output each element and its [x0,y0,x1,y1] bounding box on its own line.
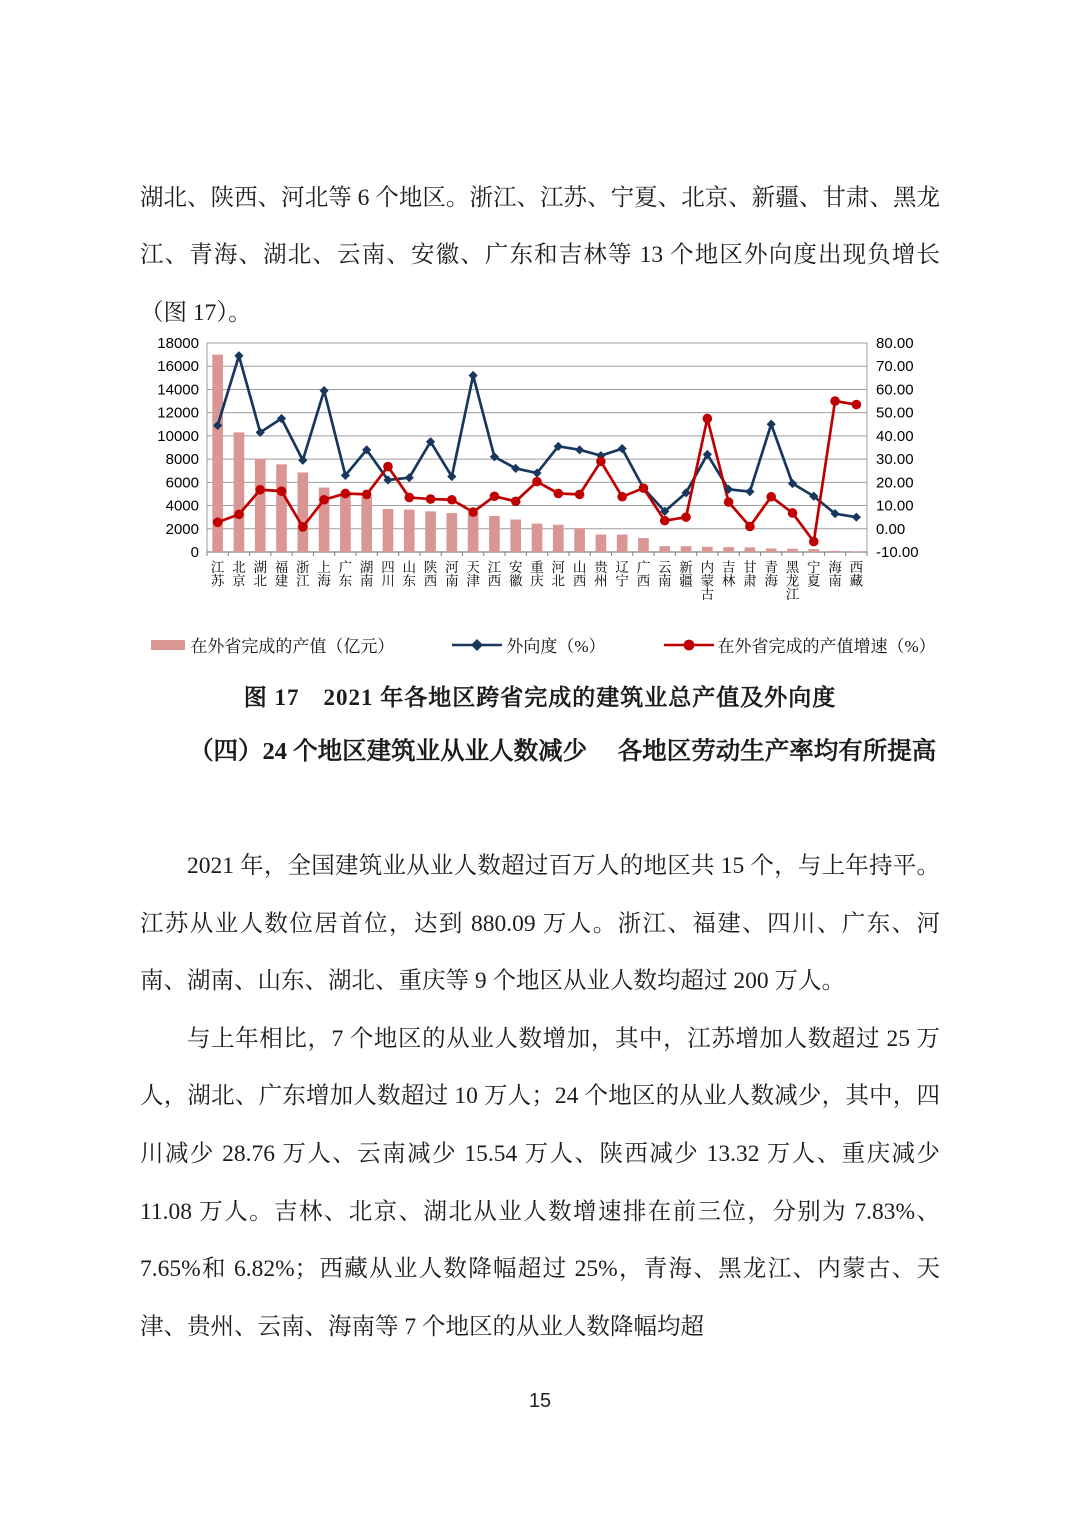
bar-山西 [574,528,585,552]
x-category-label: 黑龙江 [785,560,800,602]
bar-山东 [404,510,415,552]
red-line-swatch-icon [664,638,714,652]
legend-label-blue-line: 外向度（%） [506,637,606,656]
legend-item-bar-series [150,632,394,657]
bar-新疆 [681,546,692,552]
x-category-label: 浙江 [296,560,310,589]
marker-circle-山东 [404,493,414,503]
body-text [140,838,940,1416]
marker-circle-福建 [277,486,287,496]
right-axis-tick-label: -10.00 [876,544,919,561]
x-category-label: 西藏 [849,560,864,589]
left-axis-tick-label: 16000 [157,358,199,376]
marker-circle-山西 [575,490,585,500]
x-category-label: 重庆 [530,560,544,589]
marker-circle-重庆 [532,477,542,487]
right-axis-tick-label: 80.00 [876,335,914,352]
bar-广东 [340,495,351,552]
marker-circle-湖北 [255,485,265,495]
bar-天津 [468,514,479,552]
x-category-label: 吉林 [721,560,736,589]
blue-line-swatch-icon [452,638,502,652]
marker-circle-河北 [553,489,563,499]
bar-河南 [447,513,458,552]
bar-广西 [638,538,649,552]
x-category-label: 北京 [232,560,246,589]
marker-circle-新疆 [681,512,691,522]
x-category-label: 福建 [274,560,289,589]
combo-chart-canvas [140,330,946,626]
left-axis-tick-label: 12000 [157,404,199,422]
bar-湖北 [255,459,266,552]
bar-内蒙古 [702,547,713,552]
x-category-label: 青海 [764,560,778,589]
bar-西藏 [851,551,862,552]
x-category-label: 陕西 [423,560,438,589]
bar-云南 [659,546,670,552]
page-number: 15 [528,1390,552,1412]
right-axis-tick-label: 0.00 [876,520,906,538]
bar-福建 [276,464,287,552]
x-category-label: 山东 [402,560,417,589]
marker-circle-内蒙古 [703,414,713,424]
right-axis-tick-label: 20.00 [876,474,914,492]
x-category-label: 安徽 [508,560,523,589]
x-category-label: 江苏 [210,560,225,589]
left-axis-tick-label: 2000 [165,520,199,538]
right-axis-tick-label: 50.00 [876,404,914,422]
marker-circle-陕西 [426,494,436,504]
bar-浙江 [297,472,308,552]
marker-circle-宁夏 [809,537,819,547]
x-category-label: 广东 [338,560,353,589]
right-axis-tick-label: 30.00 [876,451,914,469]
marker-diamond-山西 [575,445,584,454]
bar-青海 [766,549,777,552]
marker-circle-辽宁 [617,492,627,502]
left-axis-tick-label: 4000 [165,497,199,515]
marker-diamond-青海 [767,420,776,429]
left-axis-tick-label: 18000 [157,335,199,352]
x-category-label: 天津 [466,560,480,589]
x-category-label: 上海 [317,560,331,589]
marker-circle-云南 [660,516,670,526]
marker-circle-黑龙江 [788,508,798,518]
marker-circle-海南 [830,396,840,406]
left-axis-tick-label: 10000 [157,427,199,445]
intro-paragraph: 湖北、陕西、河北等 6 个地区。浙江、江苏、宁夏、北京、新疆、甘肃、黑龙江、青海、湖北、云南、安徽、广东和吉林等 13 个地区外向度出现负增长（图 17）。 [140,184,940,326]
bar-湖南 [361,497,372,552]
bar-安徽 [510,519,521,552]
bar-series-swatch-icon [150,638,186,652]
bar-陕西 [425,511,436,552]
left-axis-tick-label: 14000 [157,381,199,399]
bar-四川 [383,509,394,552]
section-heading: （四）24 个地区建筑业从业人数减少 各地区劳动生产率均有所提高 [189,738,937,765]
marker-circle-上海 [319,495,329,505]
legend-label-red-line: 在外省完成的产值增速（%） [717,637,936,656]
x-category-label: 四川 [381,560,395,589]
line-waixiangdu [218,356,857,517]
bar-黑龙江 [787,549,798,552]
figure-caption: 图 17 2021 年各地区跨省完成的建筑业总产值及外向度 [243,685,837,710]
marker-diamond-北京 [234,351,243,360]
x-category-label: 辽宁 [615,560,629,589]
bar-江西 [489,516,500,552]
bar-海南 [830,551,841,552]
left-axis-tick-label: 0 [190,544,199,561]
x-category-label: 新疆 [679,560,693,589]
bar-河北 [553,525,564,552]
legend-label-bar-series: 在外省完成的产值（亿元） [190,637,395,656]
marker-circle-贵州 [596,457,606,467]
marker-diamond-西藏 [852,513,861,522]
marker-circle-西藏 [852,400,862,410]
left-axis-tick-label: 6000 [165,474,199,492]
x-category-label: 湖北 [253,560,267,589]
x-category-label: 江西 [487,560,502,589]
x-category-label: 河北 [551,560,566,589]
bar-重庆 [532,524,543,552]
marker-circle-河南 [447,495,457,505]
x-category-label: 宁夏 [807,560,821,589]
marker-diamond-天津 [469,371,478,380]
right-axis-tick-label: 70.00 [876,358,914,376]
legend-item-blue-line [452,632,605,657]
chart-legend [140,632,946,657]
right-axis-tick-label: 10.00 [876,497,914,515]
x-category-label: 贵州 [594,560,608,589]
marker-circle-北京 [234,510,244,520]
marker-circle-青海 [766,492,776,502]
x-category-label: 湖南 [359,560,374,589]
x-category-label: 内蒙古 [700,560,715,602]
marker-diamond-浙江 [298,456,307,465]
marker-circle-广西 [639,483,649,493]
x-category-label: 河南 [445,560,459,589]
marker-circle-甘肃 [745,522,755,532]
marker-circle-江苏 [213,517,223,527]
x-category-label: 山西 [572,560,587,589]
left-axis-tick-label: 8000 [165,451,199,469]
bar-吉林 [723,547,734,552]
bar-甘肃 [745,547,756,552]
x-category-label: 甘肃 [743,560,757,589]
marker-circle-吉林 [724,497,734,507]
marker-circle-广东 [341,489,351,499]
bar-贵州 [596,535,607,552]
x-category-label: 海南 [828,560,842,589]
marker-circle-江西 [490,491,500,501]
right-axis-tick-label: 40.00 [876,427,914,445]
paragraph-employment-overview: 2021 年，全国建筑业从业人数超过百万人的地区共 15 个，与上年持平。江苏从业人数位居首位，达到 880.09 万人。浙江、福建、四川、广东、河南、湖南、山东、湖北、重庆等 9 个地区从业人数均超过 200 万人。 [140,853,940,995]
marker-circle-浙江 [298,522,308,532]
paragraph-employment-changes: 与上年相比，7 个地区的从业人数增加，其中，江苏增加人数超过 25 万人，湖北、广东增加人数超过 10 万人；24 个地区的从业人数减少，其中，四川减少 28.76 万人、云南减少 15.54 万人、陕西减少 13.32 万人、重庆减少 11.08 万人。吉林、北京、湖北从业人数增速排在前三位，分别为 7.83%、7.65%和 6.82%；西藏从业人数降幅超过 25%，青海、黑龙江、内蒙古、天津、贵州、云南、海南等 7 个地区的从业人数降幅均超 [140,1025,940,1340]
right-axis-tick-label: 60.00 [876,381,914,399]
marker-circle-安徽 [511,497,521,507]
marker-circle-天津 [468,507,478,517]
marker-diamond-甘肃 [745,487,754,496]
bar-宁夏 [808,549,819,552]
figure-17 [140,330,946,657]
x-category-label: 广西 [636,560,651,589]
bar-北京 [234,432,245,552]
marker-circle-湖南 [362,490,372,500]
legend-item-red-line [664,632,936,657]
x-category-label: 云南 [657,560,672,589]
bar-辽宁 [617,535,628,552]
marker-circle-四川 [383,462,393,472]
marker-diamond-上海 [319,386,328,395]
